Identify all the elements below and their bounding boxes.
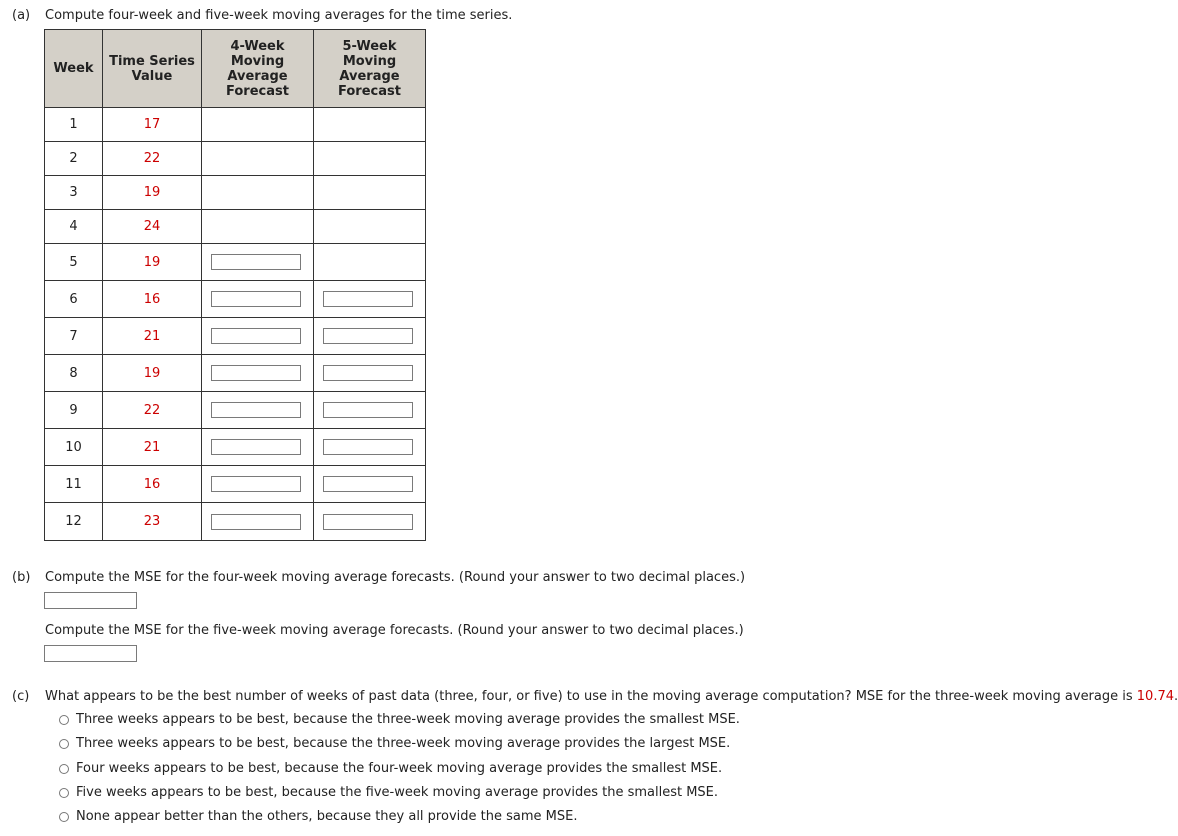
table-row [45,176,426,210]
value-cell: 16 [103,281,202,318]
option-five-weeks-smallest[interactable] [59,785,718,800]
value-cell: 22 [103,142,202,176]
forecast-5-empty [314,176,426,210]
option-four-weeks-smallest[interactable] [59,761,722,776]
value-cell: 17 [103,108,202,142]
value-cell: 19 [103,355,202,392]
week-cell: 5 [45,244,103,281]
table-row [45,281,426,318]
part-a-label: (a) [12,8,31,23]
option-label: Three weeks appears to be best, because the three-week moving average provides the smallest MSE. [76,712,740,727]
forecast-5-week-11-input[interactable] [323,476,413,492]
forecast-4-week-7-input[interactable] [211,328,301,344]
table-row [45,108,426,142]
header-time-series-value: Time Series Value [103,30,202,108]
week-cell: 11 [45,466,103,503]
part-c-label: (c) [12,689,30,704]
week-cell: 9 [45,392,103,429]
week-cell: 1 [45,108,103,142]
option-label: Three weeks appears to be best, because the three-week moving average provides the largest MSE. [76,736,731,751]
table-row [45,466,426,503]
three-week-mse-value: 10.74 [1136,689,1174,704]
forecast-4-empty [202,176,314,210]
value-cell: 21 [103,429,202,466]
moving-average-table [44,29,426,541]
table-row [45,142,426,176]
forecast-4-week-12-input[interactable] [211,514,301,530]
forecast-5-empty [314,244,426,281]
forecast-5-week-9-input[interactable] [323,402,413,418]
table-row [45,503,426,541]
week-cell: 12 [45,503,103,541]
week-cell: 6 [45,281,103,318]
value-cell: 23 [103,503,202,541]
radio-button[interactable] [59,764,69,774]
value-cell: 19 [103,176,202,210]
option-label: Four weeks appears to be best, because the four-week moving average provides the smallest MSE. [76,761,723,776]
value-cell: 24 [103,210,202,244]
value-cell: 21 [103,318,202,355]
forecast-5-week-8-input[interactable] [323,365,413,381]
week-cell: 7 [45,318,103,355]
header-4-week-forecast: 4-Week Moving Average Forecast [202,30,314,108]
table-row [45,210,426,244]
header-5-week-forecast: 5-Week Moving Average Forecast [314,30,426,108]
forecast-4-empty [202,210,314,244]
radio-button[interactable] [59,715,69,725]
option-label: None appear better than the others, because they all provide the same MSE. [76,809,578,824]
week-cell: 3 [45,176,103,210]
forecast-5-empty [314,142,426,176]
forecast-4-week-10-input[interactable] [211,439,301,455]
forecast-5-week-10-input[interactable] [323,439,413,455]
forecast-4-week-6-input[interactable] [211,291,301,307]
option-none-better[interactable] [59,809,577,824]
week-cell: 10 [45,429,103,466]
value-cell: 19 [103,244,202,281]
forecast-5-week-6-input[interactable] [323,291,413,307]
table-row [45,244,426,281]
forecast-4-week-5-input[interactable] [211,254,301,270]
table-row [45,318,426,355]
table-row [45,429,426,466]
part-b-instructions-five-week: Compute the MSE for the five-week moving average forecasts. (Round your answer to two decimal places.) [45,623,744,638]
forecast-5-empty [314,210,426,244]
forecast-4-week-9-input[interactable] [211,402,301,418]
table-row [45,392,426,429]
part-c-question: What appears to be the best number of weeks of past data (three, four, or five) to use in the moving average computation? MSE for the three-week moving average is 10.74. [45,689,1178,704]
part-b-label: (b) [12,570,31,585]
table-row [45,355,426,392]
header-week: Week [45,30,103,108]
week-cell: 2 [45,142,103,176]
forecast-4-empty [202,108,314,142]
option-label: Five weeks appears to be best, because the five-week moving average provides the smallest MSE. [76,785,719,800]
mse-five-week-input[interactable] [44,645,137,662]
forecast-5-empty [314,108,426,142]
forecast-5-week-7-input[interactable] [323,328,413,344]
forecast-4-week-11-input[interactable] [211,476,301,492]
part-b-instructions-four-week: Compute the MSE for the four-week moving average forecasts. (Round your answer to two decimal places.) [45,570,746,585]
value-cell: 22 [103,392,202,429]
option-three-weeks-largest[interactable] [59,736,730,751]
forecast-4-empty [202,142,314,176]
forecast-5-week-12-input[interactable] [323,514,413,530]
radio-button[interactable] [59,739,69,749]
week-cell: 4 [45,210,103,244]
forecast-4-week-8-input[interactable] [211,365,301,381]
mse-four-week-input[interactable] [44,592,137,609]
week-cell: 8 [45,355,103,392]
radio-button[interactable] [59,812,69,822]
value-cell: 16 [103,466,202,503]
part-a-instructions: Compute four-week and five-week moving averages for the time series. [45,8,513,23]
radio-button[interactable] [59,788,69,798]
option-three-weeks-smallest[interactable] [59,712,740,727]
